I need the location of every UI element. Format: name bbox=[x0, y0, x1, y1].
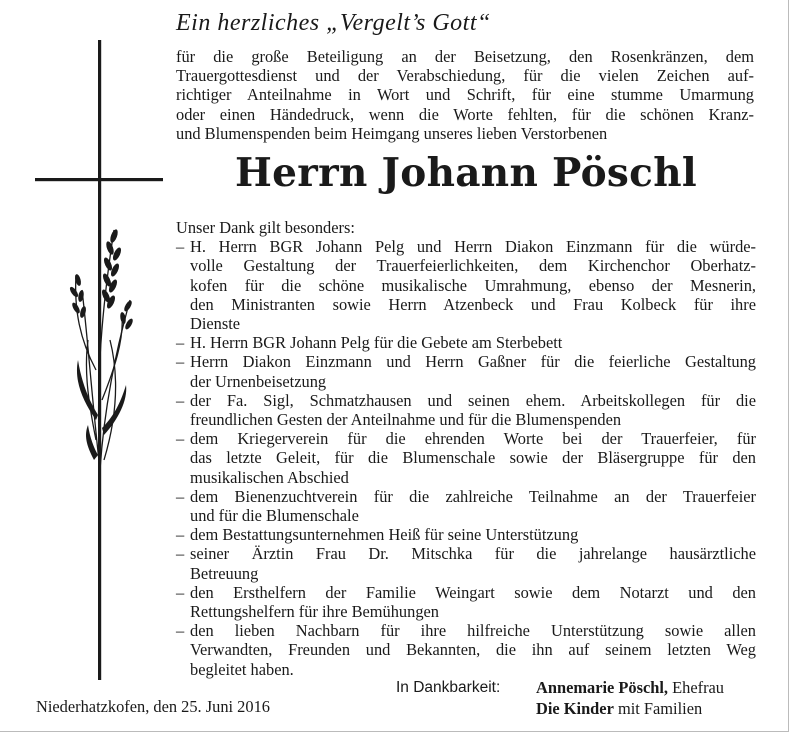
thanks-item bbox=[176, 352, 756, 390]
thanks-item-line: freundlichen Gesten der Anteilnahme und für die Blumenspenden bbox=[190, 410, 622, 430]
thanks-item bbox=[176, 487, 756, 525]
thanks-item-line: den Ersthelfern der Familie Weingart sowie dem Notarzt und den bbox=[190, 582, 756, 602]
dash-bullet: – bbox=[176, 390, 185, 410]
signoff-label: In Dankbarkeit: bbox=[396, 679, 501, 696]
dash-bullet: – bbox=[176, 237, 185, 257]
signoff bbox=[396, 677, 756, 719]
thanks-item-line: H. Herrn BGR Johann Pelg und Herrn Diakon Einzmann für die würde- bbox=[190, 237, 756, 257]
thanks-item-line: der Urnenbeisetzung bbox=[190, 371, 327, 391]
thanks-item-line: dem Bienenzuchtverein für die zahlreiche Teilnahme an der Trauerfeier bbox=[190, 486, 756, 506]
thanks-item-line: kofen für die schöne musikalische Umrahmung, ebenso der Mesnerin, bbox=[190, 275, 756, 295]
signoff-line-1: Annemarie Pöschl, Ehefrau bbox=[536, 678, 724, 697]
thanks-item-line: H. Herrn BGR Johann Pelg für die Gebete am Sterbebett bbox=[190, 333, 563, 353]
dash-bullet: – bbox=[176, 544, 185, 564]
place-and-date: Niederhatzkofen, den 25. Juni 2016 bbox=[36, 697, 270, 716]
thanks-item bbox=[176, 525, 756, 544]
thanks-item bbox=[176, 583, 756, 621]
deceased-name: Herrn Johann Pöschl bbox=[235, 150, 697, 196]
thanks-item-line: begleitet haben. bbox=[190, 659, 294, 679]
dash-bullet: – bbox=[176, 333, 185, 353]
dash-bullet: – bbox=[176, 352, 185, 372]
thanks-list bbox=[176, 237, 756, 679]
thanks-section bbox=[176, 218, 756, 679]
thanks-item-line: den lieben Nachbarn für ihre hilfreiche Unterstützung sowie allen bbox=[190, 621, 756, 641]
thanks-item-line: der Fa. Sigl, Schmatzhausen und seinen ehem. Arbeitskollegen für die bbox=[190, 390, 756, 410]
thanks-item-line: Rettungshelfern für ihre Bemühungen bbox=[190, 602, 439, 622]
dash-bullet: – bbox=[176, 486, 185, 506]
thanks-item-line: Dienste bbox=[190, 314, 241, 334]
thanks-item-line: den Ministranten sowie Herrn Atzenbeck und Frau Kolbeck für ihre bbox=[190, 294, 756, 314]
thanks-item-line: das letzte Geleit, für die Blumenschale sowie der Bläsergruppe für den bbox=[190, 448, 756, 468]
cross-with-wheat-icon bbox=[30, 40, 170, 680]
thanks-item-line: und für die Blumenschale bbox=[190, 506, 359, 526]
thanks-item-line: dem Kriegerverein für die ehrenden Worte bei der Trauerfeier, für bbox=[190, 429, 756, 449]
dash-bullet: – bbox=[176, 429, 185, 449]
thanks-item bbox=[176, 544, 756, 582]
thanks-item-line: volle Gestaltung der Trauerfeierlichkeiten, dem Kirchenchor Oberhatz- bbox=[190, 256, 756, 276]
thanks-item-line: Betreuung bbox=[190, 563, 259, 583]
intro-paragraph bbox=[176, 47, 754, 143]
intro-line: oder einen Händedruck, wenn die Worte fehlten, für die schönen Kranz- bbox=[176, 104, 754, 124]
thanks-item bbox=[176, 391, 756, 429]
signoff-line-2: Die Kinder mit Familien bbox=[536, 699, 703, 718]
thanks-item-line: musikalischen Abschied bbox=[190, 467, 349, 487]
intro-line: für die große Beteiligung an der Beisetzung, den Rosenkränzen, dem bbox=[176, 47, 754, 66]
intro-line: und Blumenspenden beim Heimgang unseres lieben Verstorbenen bbox=[176, 123, 608, 143]
thanks-intro: Unser Dank gilt besonders: bbox=[176, 218, 355, 237]
dash-bullet: – bbox=[176, 621, 185, 641]
thanks-item-line: Herrn Diakon Einzmann und Herrn Gaßner für die feierliche Gestaltung bbox=[190, 352, 756, 372]
dash-bullet: – bbox=[176, 525, 185, 545]
thanks-item bbox=[176, 237, 756, 333]
thanks-item bbox=[176, 429, 756, 487]
intro-line: richtiger Anteilnahme in Wort und Schrift, für eine stumme Umarmung bbox=[176, 85, 754, 105]
thanks-item bbox=[176, 333, 756, 352]
headline: Ein herzliches „Vergelt’s Gott“ bbox=[176, 10, 491, 36]
thanks-item bbox=[176, 621, 756, 679]
intro-line: Trauergottesdienst und der Verabschiedung, für die vielen Zeichen auf- bbox=[176, 66, 754, 86]
thanks-item-line: Verwandten, Freunden und Bekannten, die ihn auf seinem letzten Weg bbox=[190, 640, 756, 660]
thanks-item-line: dem Bestattungsunternehmen Heiß für seine Unterstützung bbox=[190, 525, 579, 545]
thanks-item-line: seiner Ärztin Frau Dr. Mitschka für die jahrelange hausärztliche bbox=[190, 544, 756, 564]
dash-bullet: – bbox=[176, 582, 185, 602]
